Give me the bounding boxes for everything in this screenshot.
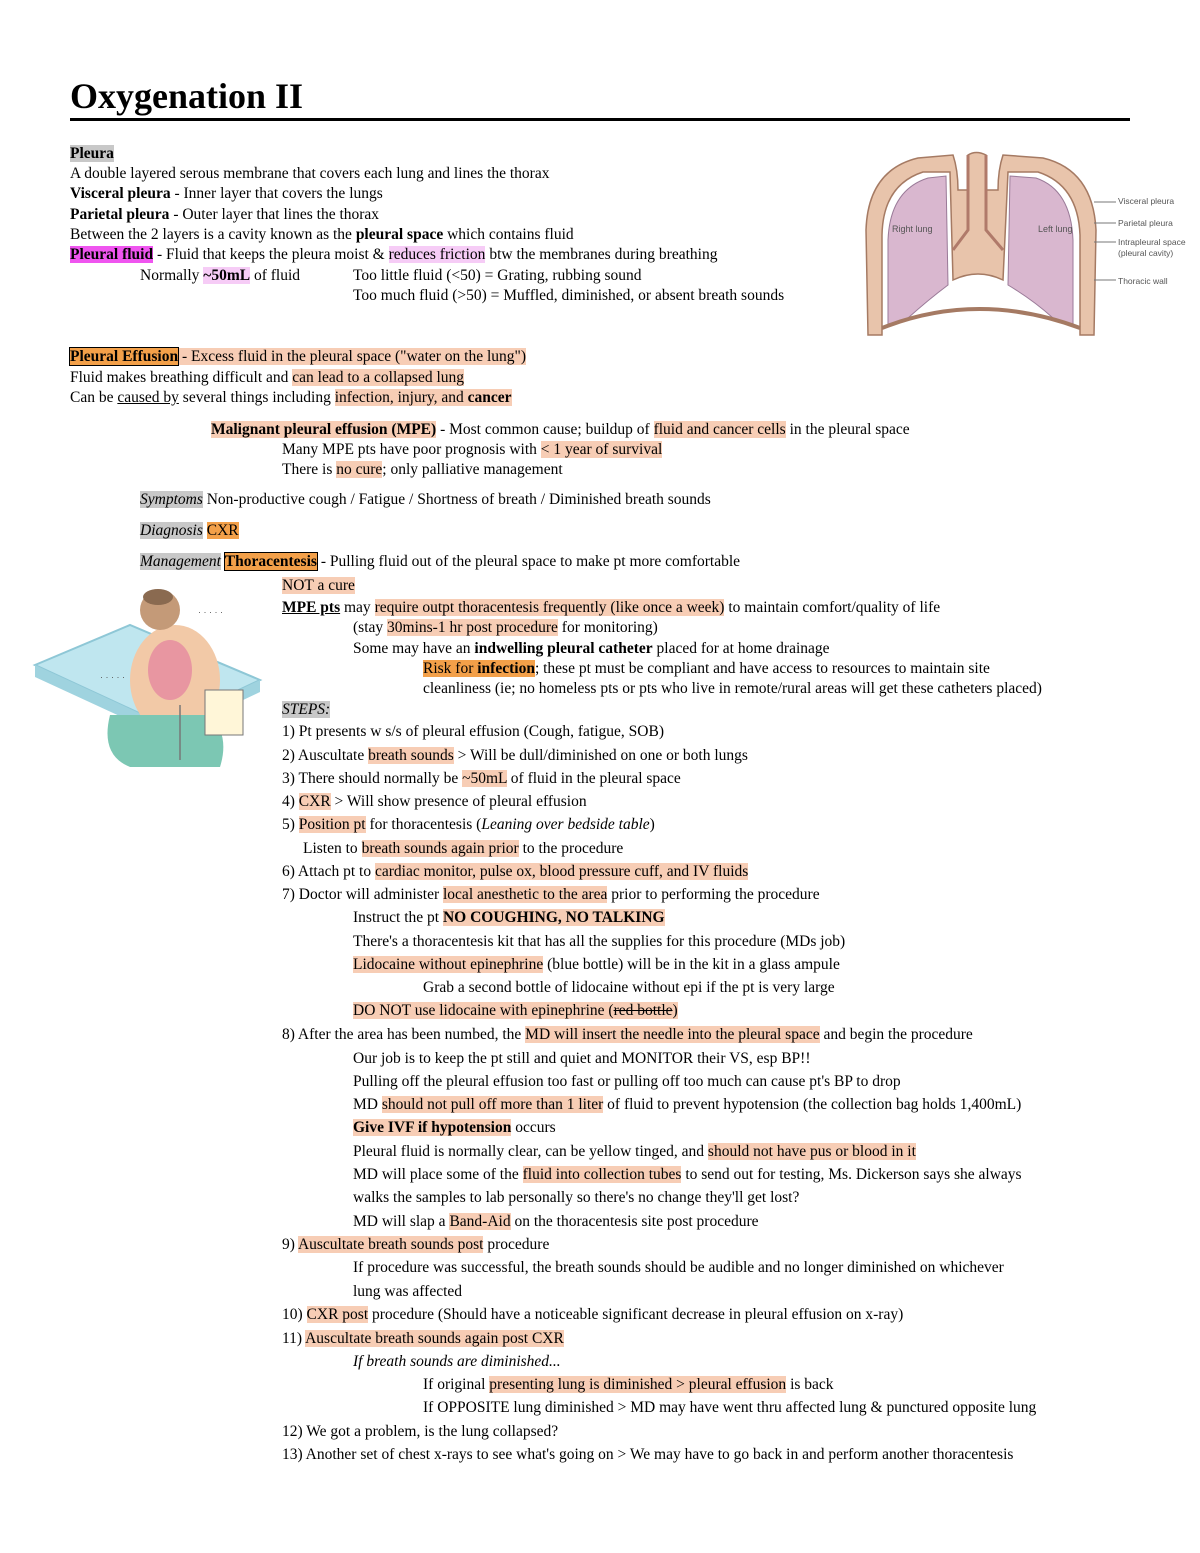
needle-inset-shape: [205, 690, 243, 735]
normal-fluid-line: Normally ~50mL of fluid: [140, 267, 301, 284]
mpe-pts-line: MPE pts may require outpt thoracentesis frequently (like once a week) to maintain comfort/quality of life: [282, 599, 941, 616]
management-line: Management Thoracentesis - Pulling fluid out of the pleural space to make pt more comfortable: [140, 553, 741, 570]
pleura-definition: A double layered serous membrane that covers each lung and lines the thorax: [70, 165, 550, 182]
mpe-line: Malignant pleural effusion (MPE) - Most common cause; buildup of fluid and cancer cells in the pleural space: [211, 421, 910, 438]
step-8: 8) After the area has been numbed, the MD will insert the needle into the pleural space and begin the procedure: [282, 1026, 973, 1043]
step-8-tubes: MD will place some of the fluid into collection tubes to send out for testing, Ms. Dickerson says she always: [353, 1166, 1022, 1183]
not-cure-line: NOT a cure: [282, 577, 355, 594]
step-11-original: If original presenting lung is diminished > pleural effusion is back: [423, 1376, 834, 1393]
visceral-line: Visceral pleura - Inner layer that covers the lungs: [70, 185, 383, 202]
prognosis-line: Many MPE pts have poor prognosis with < 1 year of survival: [282, 441, 663, 458]
pleura-heading: Pleura: [70, 145, 114, 162]
lung-diagram: [858, 150, 1148, 340]
step-8-job: Our job is to keep the pt still and quiet and MONITOR their VS, esp BP!!: [353, 1050, 811, 1067]
label-intrapleural-space: Intrapleural space: [1118, 237, 1186, 247]
page-title: Oxygenation II: [70, 76, 304, 116]
right-lung-label: Right lung: [892, 224, 933, 234]
left-lung-shape: [1008, 176, 1073, 325]
step-9: 9) Auscultate breath sounds post procedure: [282, 1236, 550, 1253]
step-8-ivf: Give IVF if hypotension occurs: [353, 1119, 556, 1136]
effusion-causes-line: Can be caused by several things including infection, injury, and cancer: [70, 389, 512, 406]
step-1: 1) Pt presents w s/s of pleural effusion (Cough, fatigue, SOB): [282, 723, 664, 740]
left-lung-label: Left lung: [1038, 224, 1073, 234]
label-thoracic-wall: Thoracic wall: [1118, 276, 1168, 286]
step-5-sub: Listen to breath sounds again prior to the procedure: [303, 840, 624, 857]
diagnosis-line: Diagnosis CXR: [140, 522, 239, 539]
step-11-if: If breath sounds are diminished...: [353, 1353, 561, 1370]
step-11-opposite: If OPPOSITE lung diminished > MD may have went thru affected lung & punctured opposite lung: [423, 1399, 1037, 1416]
effusion-line: Pleural Effusion - Excess fluid in the pleural space ("water on the lung"): [70, 348, 527, 365]
lung-overlay-shape: [148, 640, 192, 700]
step-7-second: Grab a second bottle of lidocaine without epi if the pt is very large: [423, 979, 835, 996]
step-7-donot: DO NOT use lidocaine with epinephrine (red bottle): [353, 1002, 678, 1019]
step-11: 11) Auscultate breath sounds again post CXR: [282, 1330, 564, 1347]
step-7-kit: There's a thoracentesis kit that has all the supplies for this procedure (MDs job): [353, 933, 846, 950]
step-8-clear: Pleural fluid is normally clear, can be yellow tinged, and should not have pus or blood in it: [353, 1143, 916, 1160]
svg-text:· · · · ·: · · · · ·: [100, 672, 125, 682]
risk-line: Risk for infection; these pt must be compliant and have access to resources to maintain site: [423, 660, 990, 677]
risk-line-2: cleanliness (ie; no homeless pts or pts who live in remote/rural areas will get these catheters placed): [423, 680, 1042, 697]
right-lung-shape: [888, 176, 948, 325]
step-2: 2) Auscultate breath sounds > Will be dull/diminished on one or both lungs: [282, 747, 748, 764]
label-parietal-pleura: Parietal pleura: [1118, 218, 1173, 228]
step-6: 6) Attach pt to cardiac monitor, pulse ox, blood pressure cuff, and IV fluids: [282, 863, 749, 880]
step-12: 12) We got a problem, is the lung collapsed?: [282, 1423, 559, 1440]
symptoms-line: Symptoms Non-productive cough / Fatigue / Shortness of breath / Diminished breath sounds: [140, 491, 711, 508]
step-7: 7) Doctor will administer local anesthetic to the area prior to performing the procedure: [282, 886, 820, 903]
step-5: 5) Position pt for thoracentesis (Leaning over bedside table): [282, 816, 655, 833]
too-much-line: Too much fluid (>50) = Muffled, diminished, or absent breath sounds: [353, 287, 785, 304]
step-9-if-2: lung was affected: [353, 1283, 463, 1300]
pleural-fluid-line: Pleural fluid - Fluid that keeps the pleura moist & reduces friction btw the membranes during breathing: [70, 246, 718, 263]
label-pleural-cavity: (pleural cavity): [1118, 248, 1174, 258]
steps-label: STEPS:: [282, 701, 331, 718]
indwelling-line: Some may have an indwelling pleural catheter placed for at home drainage: [353, 640, 830, 657]
step-10: 10) CXR post procedure (Should have a noticeable significant decrease in pleural effusion on x-ray): [282, 1306, 904, 1323]
effusion-breathing-line: Fluid makes breathing difficult and can lead to a collapsed lung: [70, 369, 465, 386]
step-8-tubes-2: walks the samples to lab personally so there's no change they'll get lost?: [353, 1189, 800, 1206]
parietal-line: Parietal pleura - Outer layer that lines the thorax: [70, 206, 380, 223]
step-8-pull: Pulling off the pleural effusion too fast or pulling off too much can cause pt's BP to drop: [353, 1073, 901, 1090]
step-7-instruct: Instruct the pt NO COUGHING, NO TALKING: [353, 909, 665, 926]
step-7-lidocaine: Lidocaine without epinephrine (blue bottle) will be in the kit in a glass ampule: [353, 956, 840, 973]
no-cure-line: There is no cure; only palliative management: [282, 461, 563, 478]
title-rule: [70, 118, 1130, 121]
step-13: 13) Another set of chest x-rays to see what's going on > We may have to go back in and perform another thoracentesis: [282, 1446, 1014, 1463]
pleural-space-line: Between the 2 layers is a cavity known as the pleural space which contains fluid: [70, 226, 574, 243]
step-8-md: MD should not pull off more than 1 liter of fluid to prevent hypotension (the collection bag holds 1,400mL): [353, 1096, 1022, 1113]
step-4: 4) CXR > Will show presence of pleural effusion: [282, 793, 587, 810]
step-3: 3) There should normally be ~50mL of fluid in the pleural space: [282, 770, 681, 787]
stay-line: (stay 30mins-1 hr post procedure for monitoring): [353, 619, 658, 636]
svg-text:· · · · ·: · · · · ·: [198, 607, 223, 617]
step-8-bandaid: MD will slap a Band-Aid on the thoracentesis site post procedure: [353, 1213, 759, 1230]
too-little-line: Too little fluid (<50) = Grating, rubbing sound: [353, 267, 642, 284]
step-9-if: If procedure was successful, the breath sounds should be audible and no longer diminished on whichever: [353, 1259, 1004, 1276]
thoracentesis-illustration: [30, 585, 275, 770]
label-visceral-pleura-text: Visceral pleura: [1118, 196, 1175, 206]
